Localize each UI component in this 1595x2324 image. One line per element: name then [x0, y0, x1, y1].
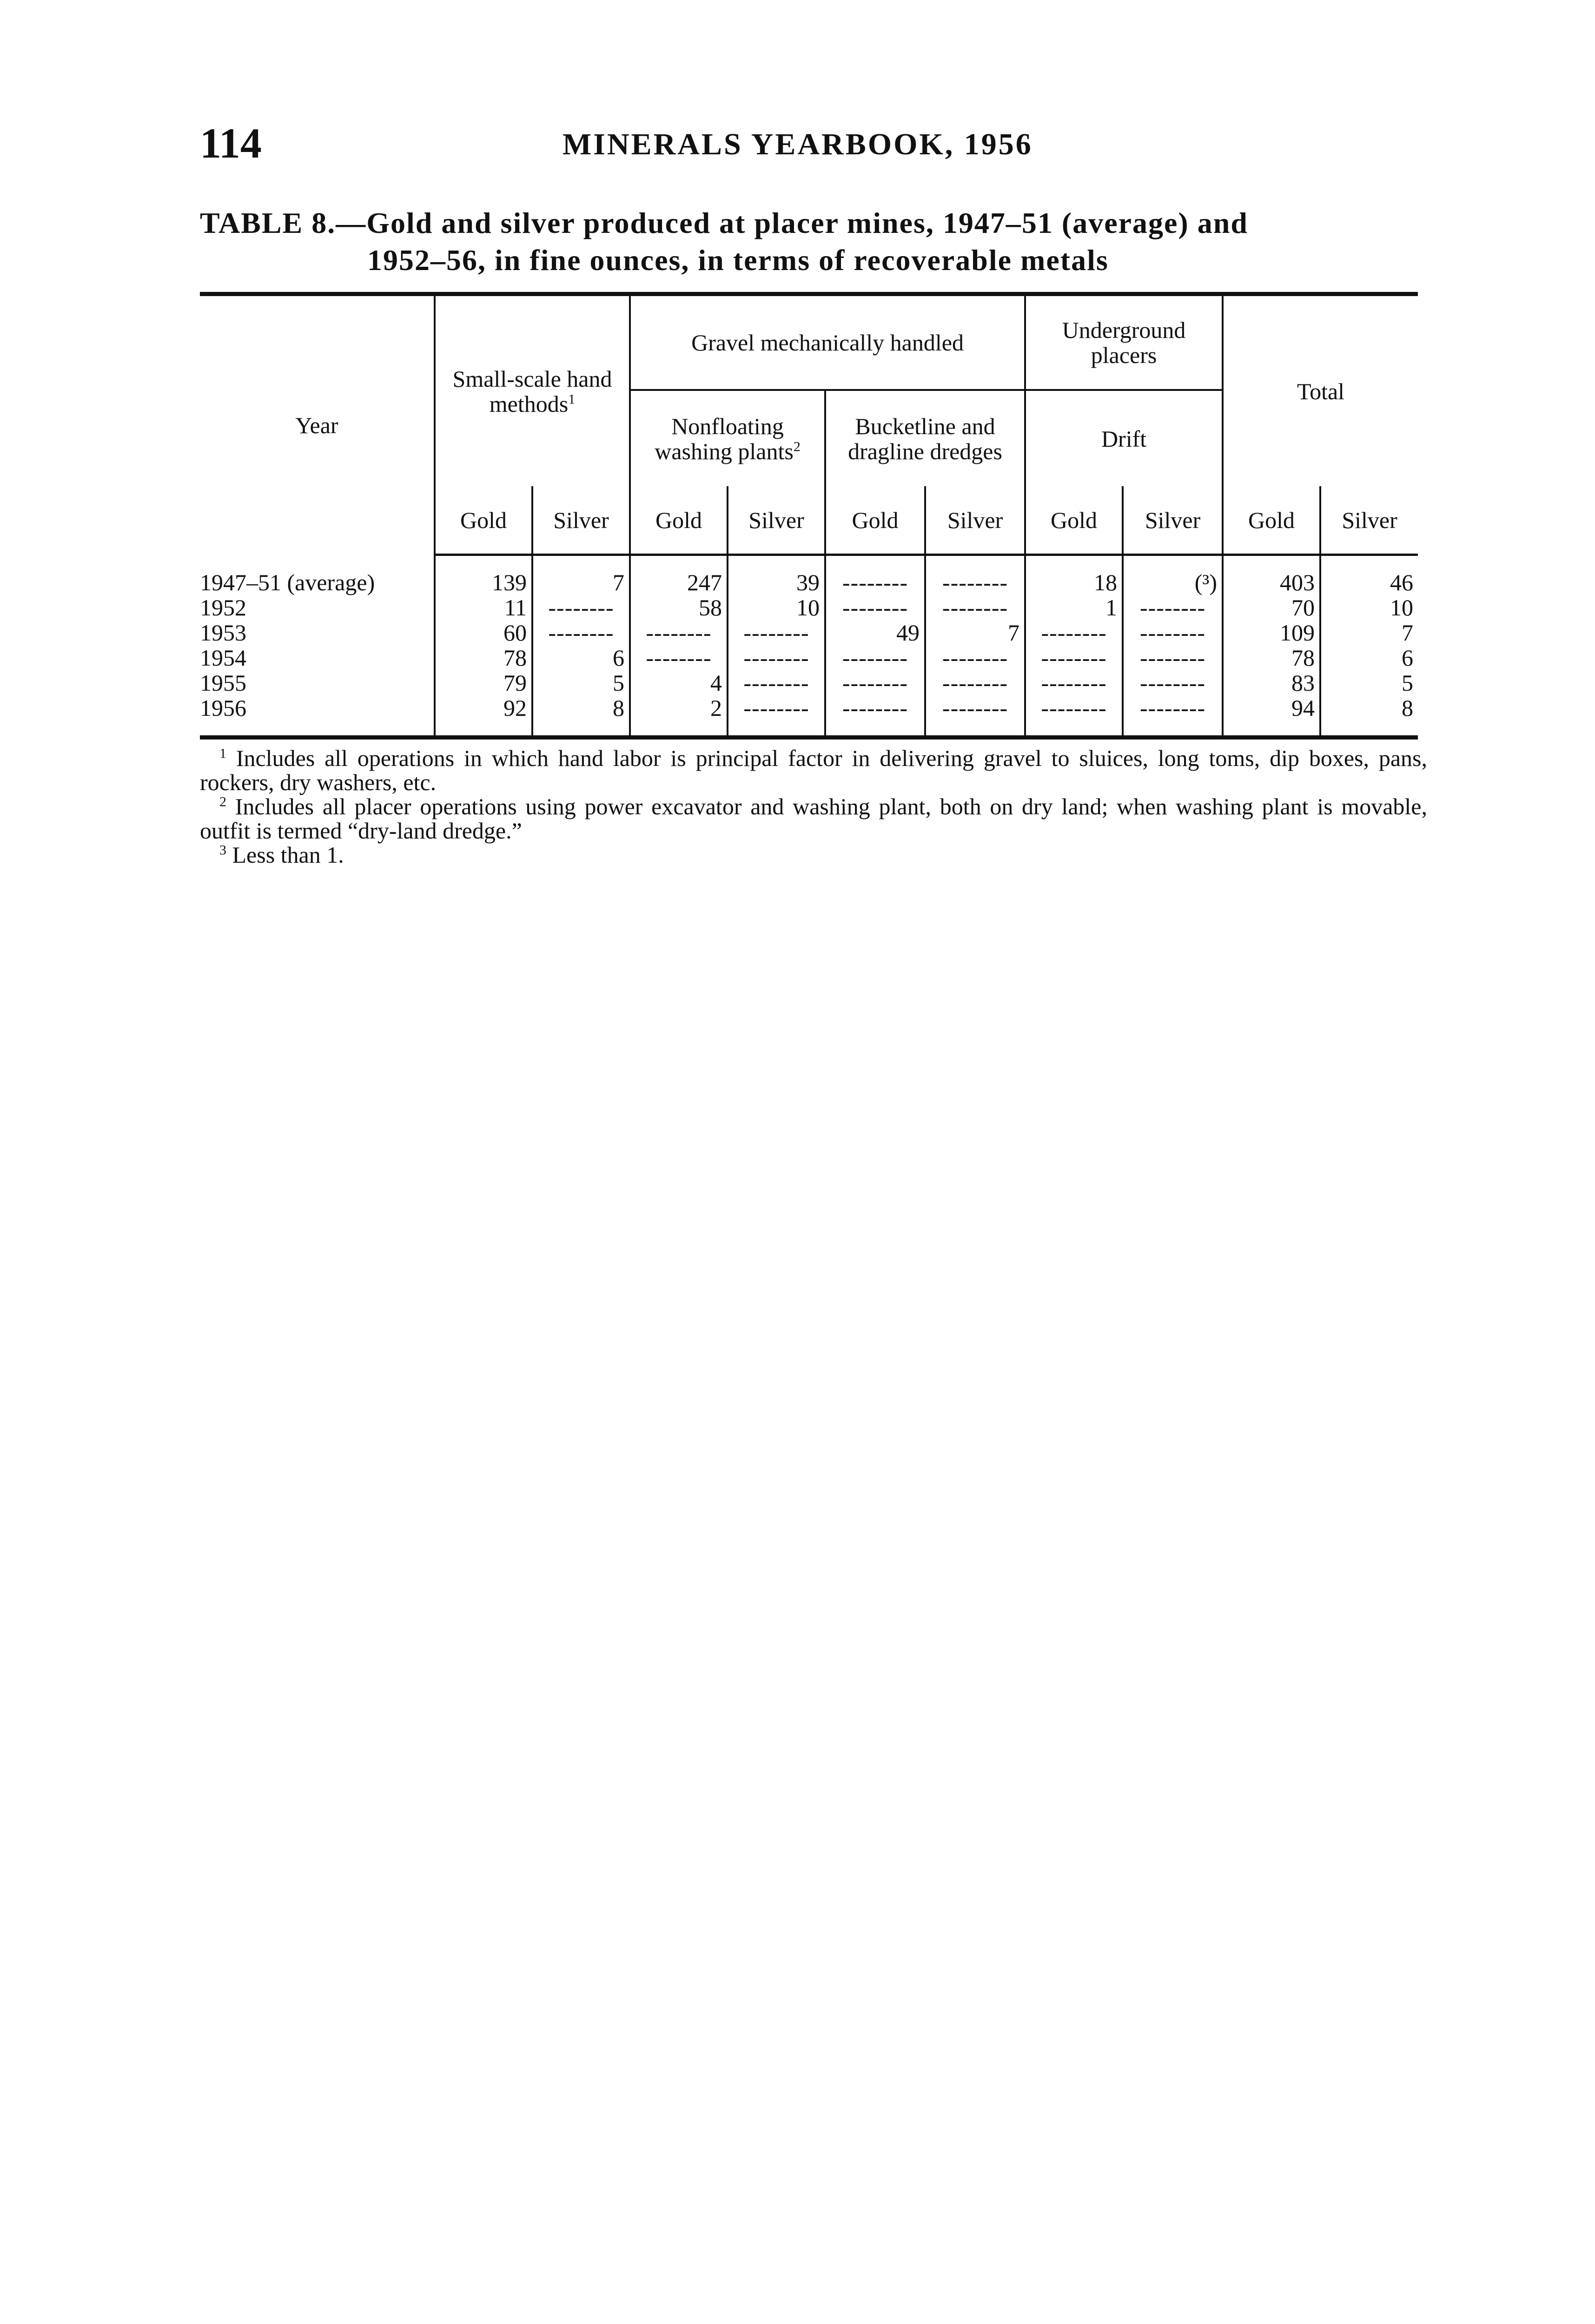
value-cell: --------	[1123, 695, 1223, 738]
value-cell: 5	[1320, 670, 1418, 695]
value-cell: --------	[825, 695, 925, 738]
table-title-line-2: 1952–56, in fine ounces, in terms of recoverable metals	[367, 244, 1109, 277]
value-cell: 92	[435, 695, 532, 738]
value-cell: --------	[925, 645, 1025, 670]
year-header: Year	[295, 412, 338, 439]
value-cell: 49	[825, 620, 925, 645]
value-cell: (³)	[1123, 555, 1223, 595]
value-cell: 6	[1320, 645, 1418, 670]
value-cell: --------	[925, 695, 1025, 738]
silver-header: Silver	[1123, 486, 1223, 555]
value-cell: 4	[630, 670, 728, 695]
value-cell: --------	[925, 555, 1025, 595]
value-cell: --------	[532, 595, 630, 620]
value-cell: 403	[1223, 555, 1320, 595]
footnote-2: $^2$ Includes all placer operations using power excavator and washing plant, both on dry land; when washing plant is movable, outfit is termed “dry-land dredge.”	[200, 793, 1427, 844]
value-cell: --------	[1123, 670, 1223, 695]
value-cell: --------	[1025, 695, 1123, 738]
running-title: MINERALS YEARBOOK, 1956	[563, 127, 1033, 161]
year-cell: 1954	[200, 645, 246, 671]
gold-header: Gold	[435, 486, 532, 555]
value-cell: --------	[728, 695, 825, 738]
value-cell: --------	[1025, 645, 1123, 670]
value-cell: 2	[630, 695, 728, 738]
underground-header: Underground placers	[1025, 294, 1223, 390]
value-cell: --------	[630, 620, 728, 645]
table-row	[200, 595, 1418, 620]
year-cell: 1947–51 (average)	[200, 569, 375, 595]
value-cell: 60	[435, 620, 532, 645]
table-row	[200, 555, 1418, 595]
year-cell: 1955	[200, 670, 246, 696]
value-cell: 94	[1223, 695, 1320, 738]
year-cell: 1956	[200, 695, 246, 721]
footnotes	[200, 746, 1427, 867]
value-cell: --------	[925, 670, 1025, 695]
gold-header: Gold	[1223, 486, 1320, 555]
value-cell: 79	[435, 670, 532, 695]
table-title	[200, 205, 1427, 279]
value-cell: --------	[825, 670, 925, 695]
value-cell: 83	[1223, 670, 1320, 695]
value-cell: 46	[1320, 555, 1418, 595]
value-cell: 6	[532, 645, 630, 670]
table-row	[200, 695, 1418, 738]
value-cell: --------	[825, 645, 925, 670]
value-cell: 10	[1320, 595, 1418, 620]
table-row	[200, 670, 1418, 695]
value-cell: 78	[435, 645, 532, 670]
value-cell: 7	[532, 555, 630, 595]
value-cell: 139	[435, 555, 532, 595]
table-body	[200, 555, 1418, 738]
value-cell: 39	[728, 555, 825, 595]
value-cell: --------	[825, 555, 925, 595]
value-cell: 7	[1320, 620, 1418, 645]
value-cell: --------	[728, 670, 825, 695]
footnote-3: $^3$ Less than 1.	[219, 842, 344, 868]
value-cell: --------	[1025, 670, 1123, 695]
value-cell: --------	[1123, 645, 1223, 670]
footnote-ref-1: 1	[568, 391, 576, 407]
silver-header: Silver	[728, 486, 825, 555]
placer-production-table	[200, 292, 1418, 739]
gravel-header: Gravel mechanically handled	[630, 294, 1025, 390]
value-cell: --------	[1123, 620, 1223, 645]
total-header: Total	[1223, 294, 1418, 487]
value-cell: --------	[925, 595, 1025, 620]
silver-header: Silver	[532, 486, 630, 555]
value-cell: --------	[1123, 595, 1223, 620]
value-cell: --------	[728, 645, 825, 670]
silver-header: Silver	[925, 486, 1025, 555]
value-cell: 8	[1320, 695, 1418, 738]
value-cell: 11	[435, 595, 532, 620]
value-cell: 70	[1223, 595, 1320, 620]
gold-header: Gold	[825, 486, 925, 555]
page-header	[200, 119, 1409, 170]
small-scale-header: Small-scale hand methods$^1$	[435, 294, 630, 487]
value-cell: 10	[728, 595, 825, 620]
year-cell: 1952	[200, 594, 246, 621]
value-cell: --------	[1025, 620, 1123, 645]
value-cell: --------	[728, 620, 825, 645]
page-number: 114	[200, 119, 262, 167]
drift-header: Drift	[1025, 390, 1223, 486]
value-cell: --------	[825, 595, 925, 620]
value-cell: 1	[1025, 595, 1123, 620]
value-cell: 8	[532, 695, 630, 738]
value-cell: 247	[630, 555, 728, 595]
value-cell: 18	[1025, 555, 1123, 595]
value-cell: --------	[630, 645, 728, 670]
value-cell: 7	[925, 620, 1025, 645]
value-cell: 5	[532, 670, 630, 695]
table-row	[200, 620, 1418, 645]
bucketline-header: Bucketline and dragline dredges	[825, 390, 1025, 486]
footnote-ref-2: 2	[793, 438, 801, 454]
value-cell: 58	[630, 595, 728, 620]
table-title-line-1: TABLE 8.—Gold and silver produced at placer mines, 1947–51 (average) and	[200, 206, 1248, 239]
silver-header: Silver	[1320, 486, 1418, 555]
gold-header: Gold	[630, 486, 728, 555]
value-cell: --------	[532, 620, 630, 645]
value-cell: 78	[1223, 645, 1320, 670]
value-cell: 109	[1223, 620, 1320, 645]
footnote-1: $^1$ Includes all operations in which hand labor is principal factor in delivering gravel to sluices, long toms, dip boxes, pans, rockers, dry washers, etc.	[200, 745, 1427, 795]
table-row	[200, 645, 1418, 670]
nonfloating-header: Nonfloating washing plants$^2$	[630, 390, 825, 486]
gold-header: Gold	[1025, 486, 1123, 555]
year-cell: 1953	[200, 620, 246, 646]
